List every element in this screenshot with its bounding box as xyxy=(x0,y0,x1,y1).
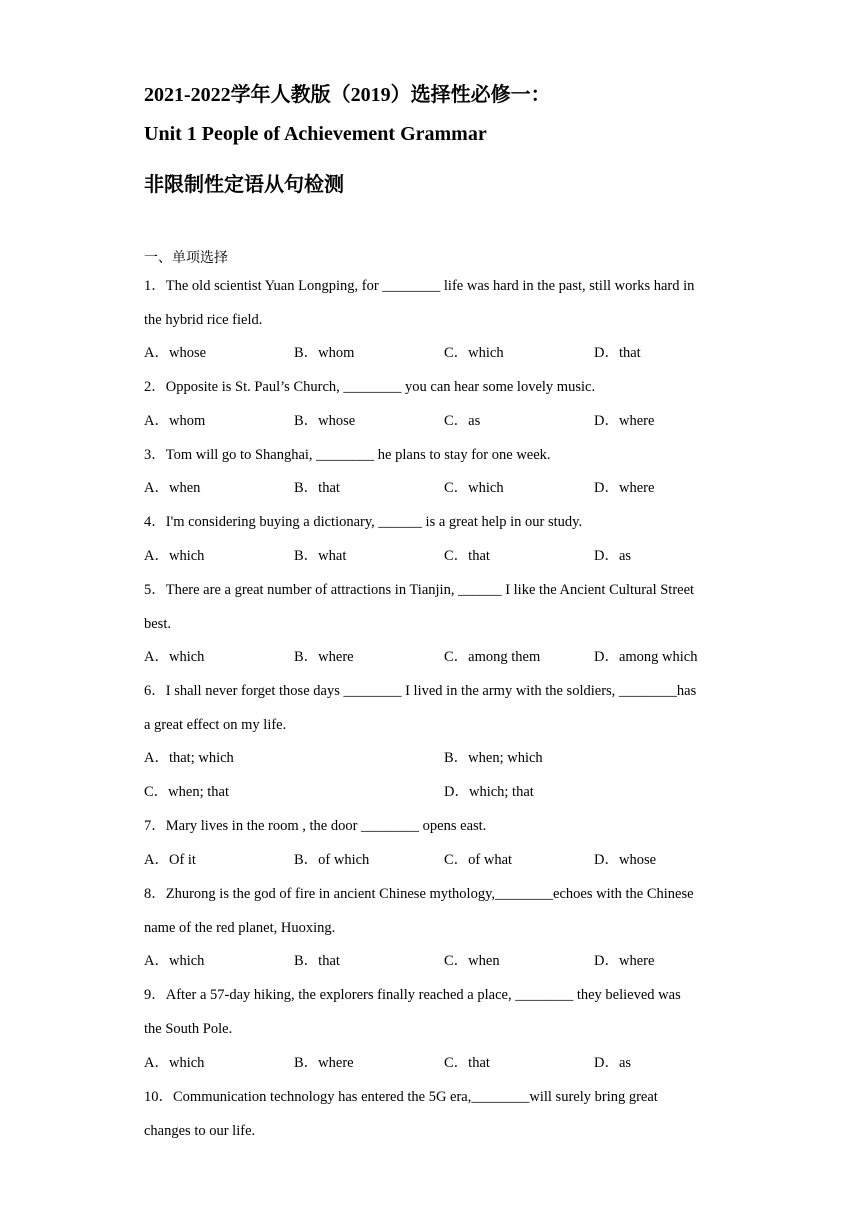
question-2-option-c[interactable]: C．as xyxy=(444,413,481,429)
question-6-option-b[interactable]: B．when; which xyxy=(444,750,543,766)
question-2-option-b[interactable]: B．whose xyxy=(294,413,356,429)
question-6-option-a[interactable]: A．that; which xyxy=(144,750,234,766)
question-1-line-1: 1．The old scientist Yuan Longping, for ________ life was hard in the past, still works hard in xyxy=(144,278,695,294)
question-7-line-1: 7．Mary lives in the room , the door ________ opens east. xyxy=(144,818,487,834)
question-3-option-c[interactable]: C．which xyxy=(444,480,504,496)
question-1-option-a[interactable]: A．whose xyxy=(144,345,207,361)
question-7-option-b[interactable]: B．of which xyxy=(294,852,370,868)
question-6-line-1: 6．I shall never forget those days ________ I lived in the army with the soldiers, ________has xyxy=(144,683,697,699)
question-5-option-c[interactable]: C．among them xyxy=(444,649,541,665)
question-3-line-1: 3．Tom will go to Shanghai, ________ he plans to stay for one week. xyxy=(144,447,551,463)
question-9-option-c[interactable]: C．that xyxy=(444,1055,490,1071)
question-5-option-d[interactable]: D．among which xyxy=(594,649,698,665)
doc-title-line3: 非限制性定语从句检测 xyxy=(144,174,344,196)
question-1-option-c[interactable]: C．which xyxy=(444,345,504,361)
doc-title-line1: 2021-2022学年人教版（2019）选择性必修一： xyxy=(144,84,551,106)
question-3-option-b[interactable]: B．that xyxy=(294,480,340,496)
question-10-line-2: changes to our life. xyxy=(144,1123,256,1139)
question-4-option-c[interactable]: C．that xyxy=(444,548,490,564)
section-title: 一、单项选择 xyxy=(144,250,228,266)
question-8-line-2: name of the red planet, Huoxing. xyxy=(144,920,336,936)
question-4-line-1: 4．I'm considering buying a dictionary, ______ is a great help in our study. xyxy=(144,514,583,530)
question-4-option-d[interactable]: D．as xyxy=(594,548,632,564)
question-4-option-b[interactable]: B．what xyxy=(294,548,347,564)
question-10-line-1: 10．Communication technology has entered the 5G era,________will surely bring great xyxy=(144,1089,658,1105)
question-1-option-b[interactable]: B．whom xyxy=(294,345,355,361)
question-9-option-a[interactable]: A．which xyxy=(144,1055,205,1071)
question-6-option-c[interactable]: C．when; that xyxy=(144,784,229,800)
question-4-option-a[interactable]: A．which xyxy=(144,548,205,564)
question-8-option-b[interactable]: B．that xyxy=(294,953,340,969)
doc-title-line2: Unit 1 People of Achievement Grammar xyxy=(144,123,487,145)
question-7-option-d[interactable]: D．whose xyxy=(594,852,657,868)
question-2-option-a[interactable]: A．whom xyxy=(144,413,206,429)
question-8-line-1: 8．Zhurong is the god of fire in ancient Chinese mythology,________echoes with the Chinese xyxy=(144,886,694,902)
question-7-option-c[interactable]: C．of what xyxy=(444,852,513,868)
question-9-option-b[interactable]: B．where xyxy=(294,1055,354,1071)
question-3-option-a[interactable]: A．when xyxy=(144,480,201,496)
question-9-line-2: the South Pole. xyxy=(144,1021,233,1037)
question-5-line-1: 5．There are a great number of attractions in Tianjin, ______ I like the Ancient Cultural Street xyxy=(144,582,695,598)
question-5-line-2: best. xyxy=(144,616,171,632)
question-5-option-a[interactable]: A．which xyxy=(144,649,205,665)
question-2-line-1: 2．Opposite is St. Paul’s Church, ________ you can hear some lovely music. xyxy=(144,379,596,395)
question-1-line-2: the hybrid rice field. xyxy=(144,312,263,328)
question-1-option-d[interactable]: D．that xyxy=(594,345,641,361)
question-9-line-1: 9．After a 57-day hiking, the explorers finally reached a place, ________ they believed was xyxy=(144,987,681,1003)
question-6-line-2: a great effect on my life. xyxy=(144,717,287,733)
question-9-option-d[interactable]: D．as xyxy=(594,1055,632,1071)
question-8-option-c[interactable]: C．when xyxy=(444,953,500,969)
question-2-option-d[interactable]: D．where xyxy=(594,413,655,429)
question-6-option-d[interactable]: D．which; that xyxy=(444,784,534,800)
question-5-option-b[interactable]: B．where xyxy=(294,649,354,665)
question-8-option-a[interactable]: A．which xyxy=(144,953,205,969)
question-3-option-d[interactable]: D．where xyxy=(594,480,655,496)
question-7-option-a[interactable]: A．Of it xyxy=(144,852,196,868)
question-8-option-d[interactable]: D．where xyxy=(594,953,655,969)
